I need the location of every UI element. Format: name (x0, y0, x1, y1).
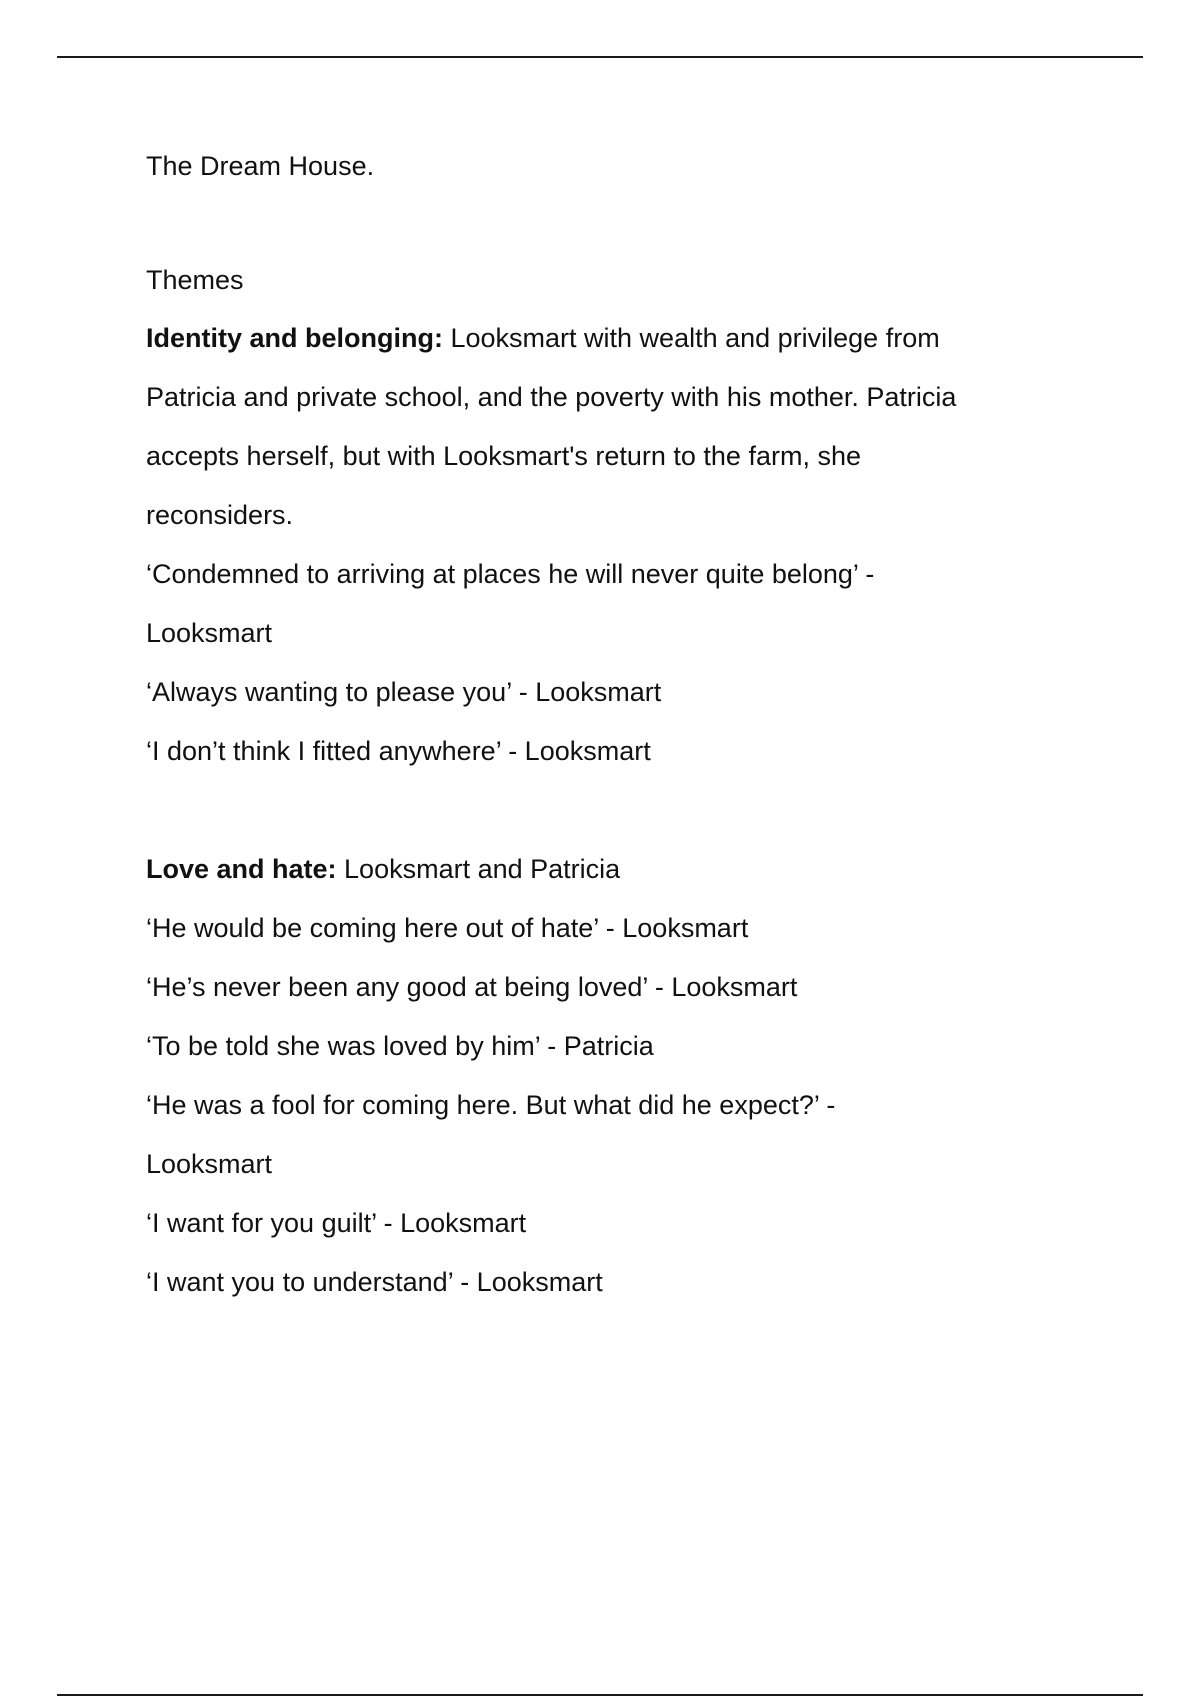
quote-line: ‘He’s never been any good at being loved’ - Looksmart (146, 972, 798, 1002)
document-body (146, 136, 1066, 1312)
theme-summary-line: Patricia and private school, and the poverty with his mother. Patricia (146, 382, 957, 412)
header-rule (57, 56, 1143, 58)
quote-line: ‘Condemned to arriving at places he will never quite belong’ - (146, 559, 875, 589)
quote-line: ‘Always wanting to please you’ - Looksmart (146, 677, 662, 707)
quote-line: Looksmart (146, 1149, 273, 1179)
theme-section-love-hate (146, 840, 1066, 1312)
theme-section-identity (146, 309, 1066, 781)
theme-summary-line: reconsiders. (146, 500, 294, 530)
quote-line: ‘He was a fool for coming here. But what did he expect?’ - (146, 1090, 836, 1120)
footer-rule (57, 1694, 1143, 1696)
quote-line: ‘I want you to understand’ - Looksmart (146, 1267, 603, 1297)
themes-heading: Themes (146, 265, 244, 295)
theme-summary-line: Love and hate: Looksmart and Patricia (146, 854, 621, 884)
document-title: The Dream House. (146, 151, 375, 181)
quote-line: ‘To be told she was loved by him’ - Patricia (146, 1031, 654, 1061)
theme-summary-line: accepts herself, but with Looksmart's return to the farm, she (146, 441, 861, 471)
theme-label: Identity and belonging: (146, 323, 443, 353)
quote-line: ‘He would be coming here out of hate’ - Looksmart (146, 913, 749, 943)
quote-line: ‘I want for you guilt’ - Looksmart (146, 1208, 527, 1238)
theme-label: Love and hate: (146, 854, 337, 884)
quote-line: ‘I don’t think I fitted anywhere’ - Looksmart (146, 736, 651, 766)
theme-summary-line: Identity and belonging: Looksmart with wealth and privilege from (146, 323, 940, 353)
quote-line: Looksmart (146, 618, 273, 648)
